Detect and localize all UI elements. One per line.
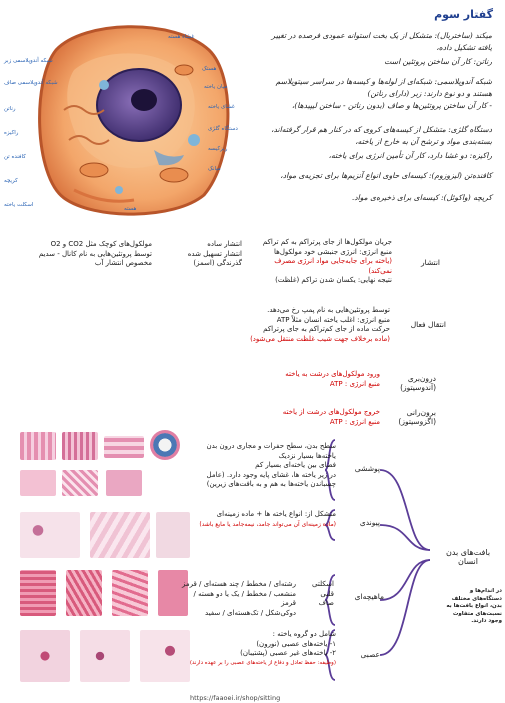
exocytosis-desc (260, 408, 380, 427)
tissue-images (20, 430, 200, 690)
cell-label: میان یاخته (204, 84, 228, 90)
cell-label: ریزکیسه (208, 146, 228, 152)
endocytosis-energy: منبع انرژی : ATP (329, 379, 380, 388)
epithelial-desc-line: سطح بدن، سطح حفرات و مجاری درون بدن (206, 442, 336, 450)
footer-url[interactable]: https://faaoei.ir/shop/sitting (190, 694, 281, 702)
cell-label: اسکلت یاخته (4, 202, 34, 208)
cell-label: هسته (124, 206, 137, 212)
diffusion-label: انتشار (420, 258, 440, 267)
epithelial-desc (186, 442, 336, 490)
note-line: شبکه آندوپلاسمی: شبکه‌ای از لوله‌ها و کیسه‌ها در سراسر سیتوپلاسم هستند و دو نوع دارند: زبر (دارای رناتن) (275, 77, 492, 98)
cell-label: غشای یاخته (208, 104, 235, 110)
connective-image (90, 512, 150, 558)
cell-label: راکیزه (4, 130, 19, 136)
exocytosis-red: خروج مولکول‌های درشت از یاخته (282, 408, 380, 416)
muscle-desc-line: رشته‌ای / مخطط / چند هسته‌ای / قرمز (182, 580, 296, 588)
active-desc-line: توسط پروتئین‌هایی به نام پمپ رخ می‌دهد. (267, 306, 390, 314)
cell-label: میانک (208, 166, 221, 172)
connective-desc-red: (ماده زمینه‌ای آن می‌تواند جامد، نیمه‌جامد یا مایع باشد) (199, 520, 336, 528)
cell-label: کریچه (4, 178, 18, 184)
epithelial-image (62, 432, 98, 460)
nervous-image (80, 630, 130, 682)
note-line: راکیزه: دو غشا دارد، کار آن تأمین انرژی برای یاخته، (328, 151, 492, 160)
diffusion-desc-red: (یاخته برای جابه‌جایی مواد انرژی مصرف نمی‌کند) (274, 257, 392, 275)
diffusion-desc-line: منبع انرژی: انرژی جنبشی خود مولکول‌ها (274, 247, 392, 256)
diffusion-desc-line: نتیجه نهایی: یکسان شدن تراکم (غلظت) (275, 276, 392, 285)
cell-label: کافنده تن (4, 154, 26, 160)
nervous-desc-line: ۲- یاخته‌های غیر عصبی (پشتیبان) (240, 649, 336, 658)
endocytosis-red: ورود مولکول‌های درشت به یاخته (285, 370, 380, 378)
epithelial-image (20, 432, 56, 460)
nervous-image (20, 630, 70, 682)
diffusion-type: انتشار تسهیل شده (187, 249, 242, 258)
active-transport-label: انتقال فعال (410, 320, 446, 329)
muscle-type: اسکلتی (312, 580, 334, 588)
epithelial-image (62, 470, 98, 496)
connective-image (20, 512, 80, 558)
exocytosis-label (386, 408, 436, 426)
tissues-root-note: در اندام‌ها و دستگاه‌های مختلف بدن، انواع بافت‌ها به نسبت‌های متفاوت وجود دارند. (446, 588, 502, 624)
note-line: کافنده‌تن (لیزوزوم): کیسه‌ای حاوی انواع آنزیم‌ها برای تجزیه‌ی مواد، (280, 171, 492, 180)
nervous-label: عصبی (360, 650, 380, 659)
epithelial-desc-line: یاخته‌ها بسیار نزدیک (278, 451, 336, 460)
epithelial-desc-line: فضای بین یاخته‌ای بسیار کم (255, 461, 336, 470)
epithelial-desc-line: در زیر یاخته ها، غشای پایه وجود دارد. (عامل (206, 470, 336, 479)
animal-cell-illustration (4, 10, 244, 224)
cell-label: رناتن (4, 106, 16, 112)
tissues-root-label: بافت‌های بدن انسان (445, 548, 491, 566)
page-title: گفتار سوم (434, 8, 493, 21)
nervous-desc-line: شامل دو گروه یاخته : (272, 630, 336, 638)
epithelial-image (150, 430, 180, 460)
exocytosis-energy: منبع انرژی : ATP (329, 417, 380, 426)
epithelial-image (20, 470, 56, 496)
connective-desc (186, 510, 336, 529)
muscle-type: صاف (318, 599, 334, 608)
nervous-desc-line: ۱- یاخته‌های عصبی (نورون) (256, 639, 336, 648)
nervous-desc-red: (وظیفه: حفظ تعادل و دفاع از یاخته‌های عصبی را بر عهده دارند) (189, 659, 336, 666)
diffusion-desc (250, 238, 392, 286)
muscle-desc (180, 580, 296, 618)
active-desc-red: (ماده برخلاف جهت شیب غلظت منتقل می‌شود) (250, 334, 390, 343)
active-transport-desc (240, 306, 390, 344)
diffusion-example: مخصوص انتشار آب (94, 259, 152, 268)
muscle-image (20, 570, 56, 616)
connective-desc-line: متشکل از: انواع یاخته ها + ماده زمینه‌ای (216, 510, 336, 518)
active-desc-line: منبع انرژی: اغلب یاخته انسان مثلاً ATP (276, 315, 390, 324)
note-line: - کار آن ساختن پروتئین‌ها و صاف (بدون رناتن - ساختن لیپیدها)، (291, 101, 492, 110)
epithelial-label: پوششی (354, 464, 380, 473)
cell-label: غشاء هسته (168, 34, 195, 40)
muscle-label: ماهیچه‌ای (354, 592, 384, 601)
exocytosis-sub: (اگزوسیتوز) (398, 417, 436, 426)
diffusion-desc-line: جریان مولکول‌ها از جای پرتراکم به کم تراکم (262, 238, 392, 246)
note-line: دستگاه گلژی: متشکل از کیسه‌های کروی که در کنار هم قرار گرفته‌اند، بسته‌بندی مواد و ترشح آن به خارج از یاخته، (271, 125, 492, 146)
muscle-image (66, 570, 102, 616)
epithelial-desc-line: چسباندن یاخته‌ها به هم و به بافت‌های زیرین) (206, 480, 336, 489)
active-desc-line: حرکت ماده از جای کم‌تراکم به جای پرتراکم (263, 325, 390, 334)
diffusion-type: انتشار ساده (207, 240, 242, 248)
muscle-type: قلبی (320, 589, 334, 598)
endocytosis-desc (260, 370, 380, 389)
diffusion-example: توسط پروتئین‌هایی به نام کانال - سدیم (38, 249, 152, 258)
note-line: میکند (ساختربال): متشکل از یک بخت استوانه عمودی فرصده در تغییر یافته تشکیل داده، (271, 31, 492, 52)
epithelial-image (106, 470, 142, 496)
connective-label: پیوندی (359, 518, 380, 527)
diffusion-examples (14, 240, 152, 269)
note-line: رناتن: کار آن ساختن پروتئین است (384, 57, 492, 66)
cell-label: شبکه آندوپلاسمی صاف (4, 80, 58, 86)
endocytosis-title: درون‌بری (407, 374, 436, 383)
epithelial-image (104, 436, 144, 458)
diffusion-types (156, 240, 242, 269)
exocytosis-title: برون‌رانی (406, 408, 436, 417)
endocytosis-label (386, 374, 436, 392)
nervous-desc (180, 630, 336, 668)
connective-image (156, 512, 190, 558)
cell-label: دستگاه گلژی (208, 126, 238, 132)
diffusion-type: گذرندگی (اسمز) (193, 259, 242, 268)
note-line: کریچه (واکوئل): کیسه‌ای برای ذخیره‌ی مواد. (351, 193, 492, 202)
muscle-types (300, 580, 334, 609)
muscle-image (112, 570, 148, 616)
muscle-desc-line: دوکی‌شکل / تک‌هسته‌ای / سفید (205, 608, 296, 617)
muscle-desc-line: منشعب / مخطط / یک یا دو هسته / قرمز (193, 589, 296, 608)
endocytosis-sub: (آندوسیتوز) (400, 383, 436, 392)
cell-label: شبکه آندوپلاسمی زبر (4, 58, 53, 64)
cell-label: هستک (202, 66, 217, 72)
diffusion-example: مولکول‌های کوچک مثل CO2 و O2 (50, 240, 152, 248)
